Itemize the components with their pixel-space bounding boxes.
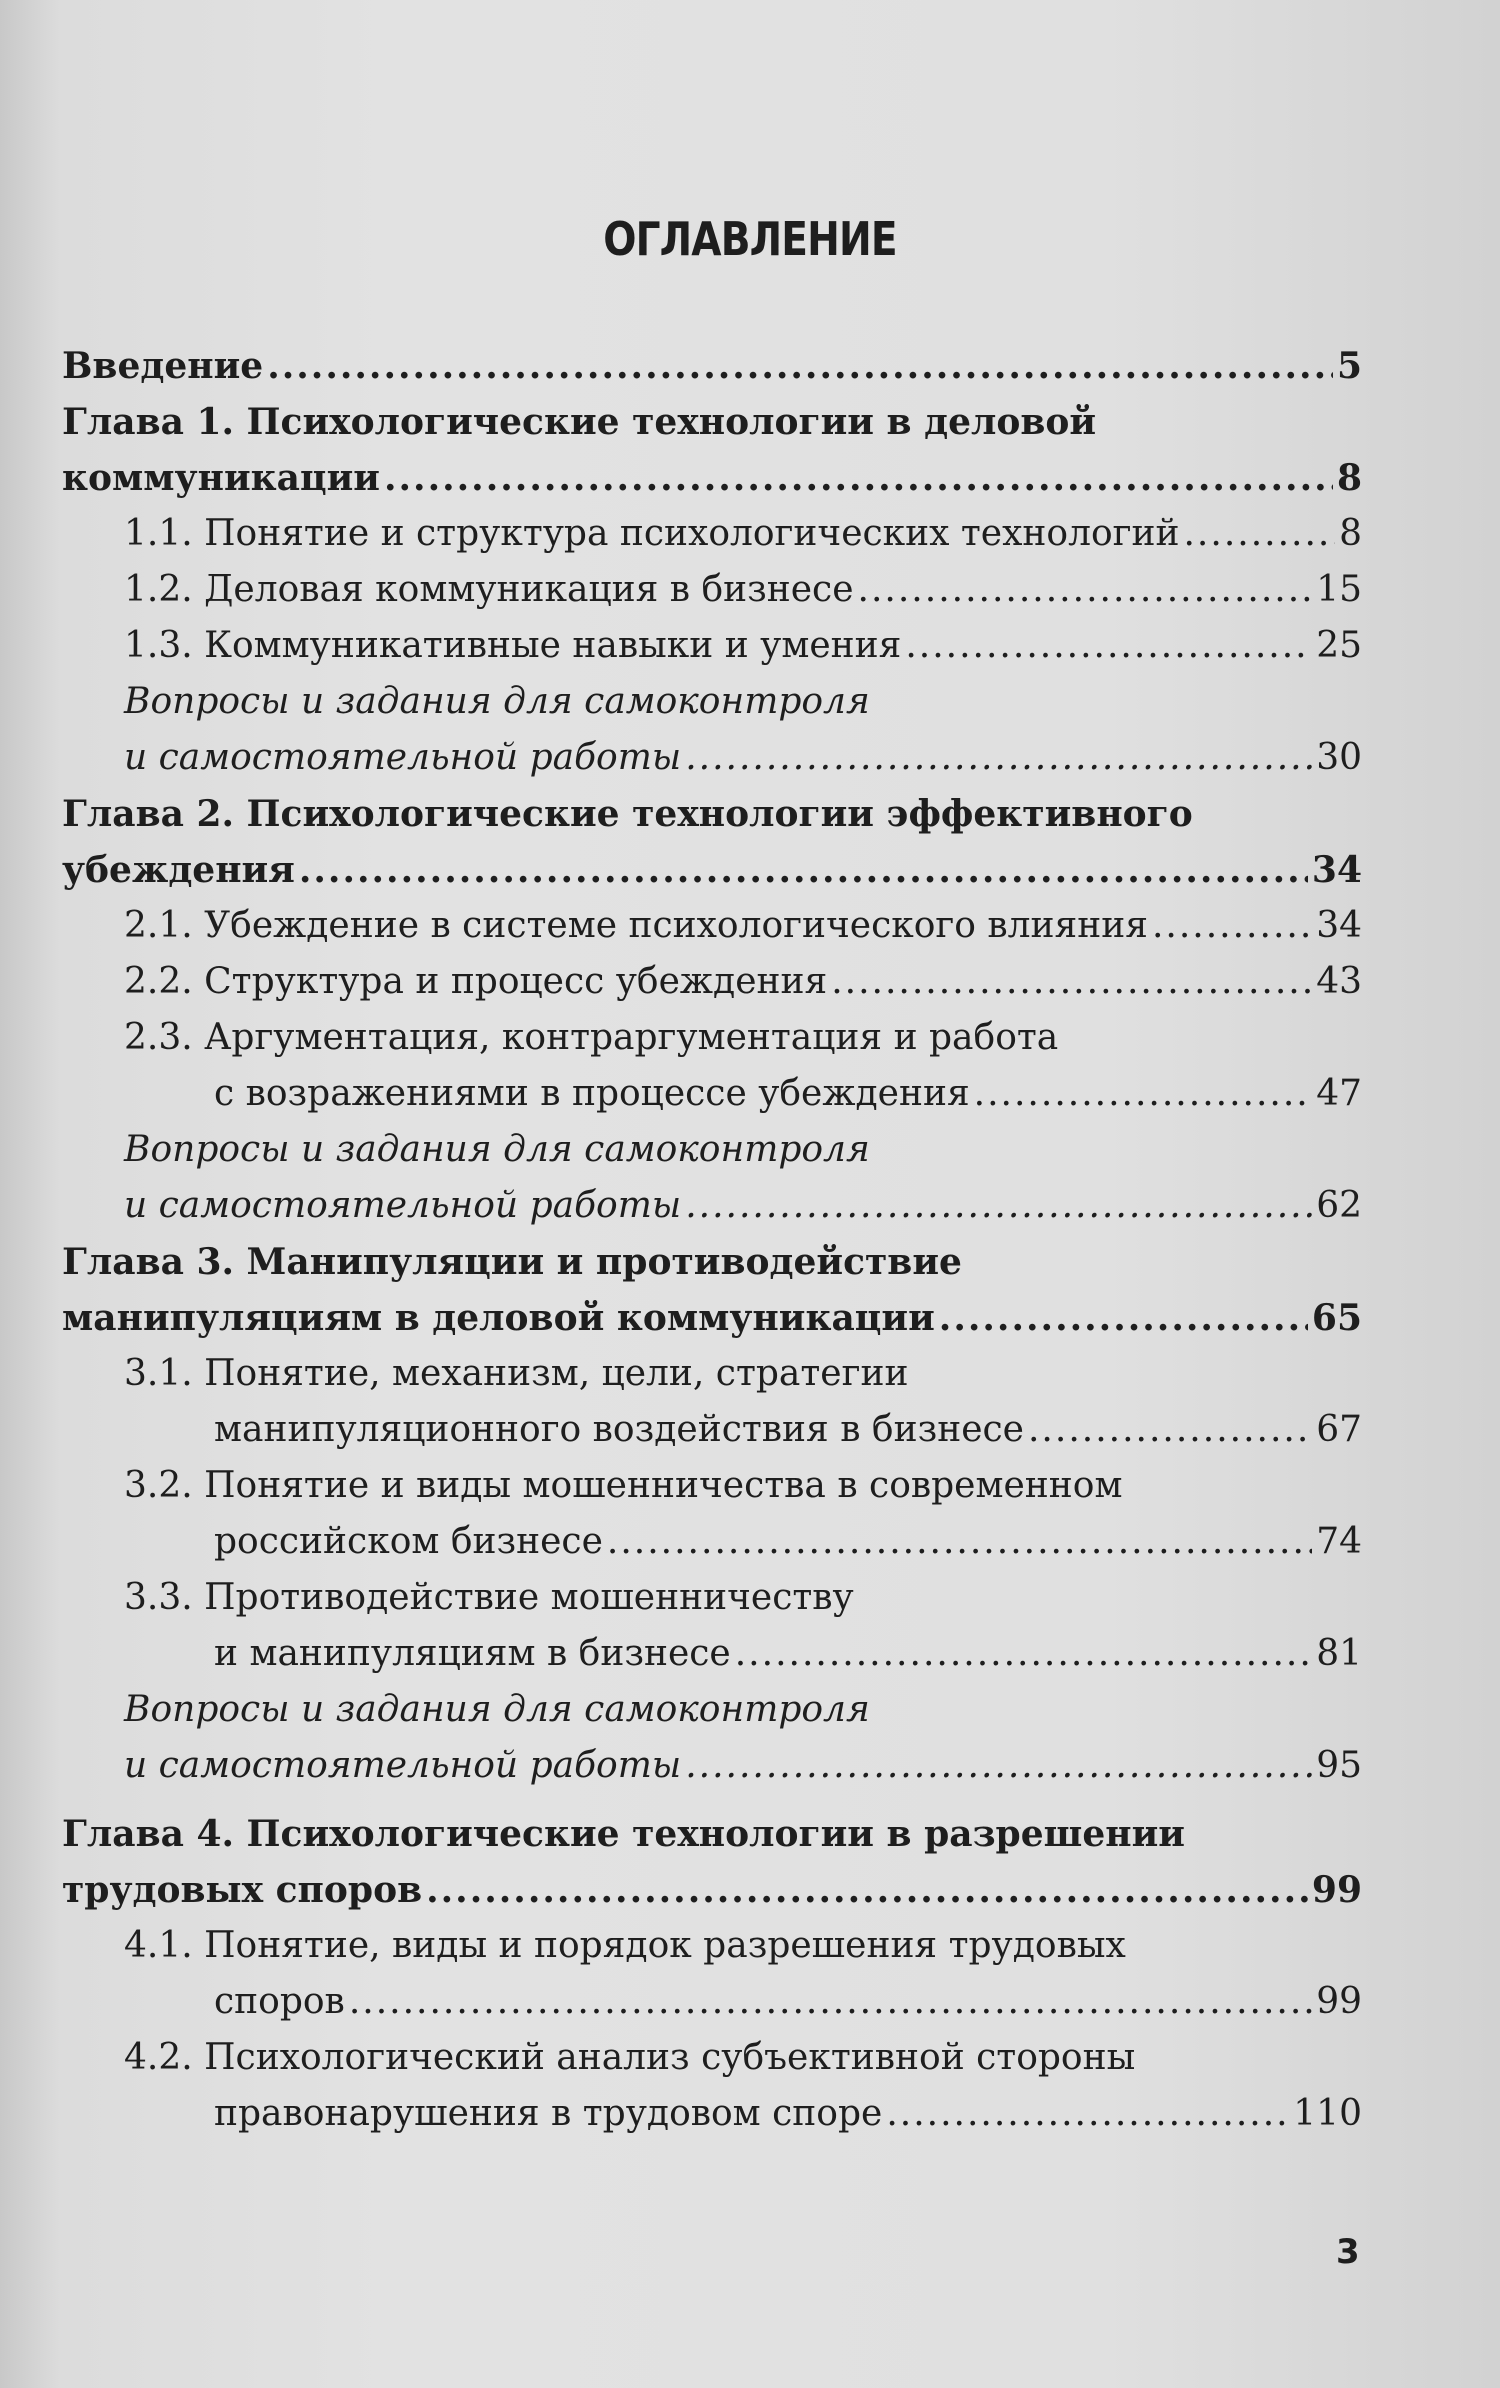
toc-entry-questions-1-title[interactable]: Вопросы и задания для самоконтроля <box>124 681 870 722</box>
toc-entry-3-3[interactable]: и манипуляциям в бизнесе ..... 81 <box>62 1626 1362 1682</box>
toc-entry-chapter-2-title[interactable]: Глава 2. Психологические технологии эффективного <box>62 793 1193 835</box>
toc-entry-chapter-2[interactable]: убеждения ..... 34 <box>62 842 1362 898</box>
toc-entry-chapter-1-title[interactable]: Глава 1. Психологические технологии в деловой <box>62 401 1097 443</box>
toc-entry-4-1[interactable]: споров ..... 99 <box>62 1974 1362 2030</box>
toc-entry-4-2-title[interactable]: 4.2. Психологический анализ субъективной стороны <box>124 2037 1136 2078</box>
toc-entry-chapter-1[interactable]: коммуникации ..... 8 <box>62 450 1362 506</box>
toc-entry-introduction[interactable]: Введение ..... 5 <box>62 338 1362 394</box>
toc-entry-questions-2-title[interactable]: Вопросы и задания для самоконтроля <box>124 1129 870 1170</box>
toc-entry-4-2[interactable]: правонарушения в трудовом споре ..... 110 <box>62 2086 1362 2142</box>
toc-entry-1-1[interactable]: 1.1. Понятие и структура психологических технологий ..... 8 <box>62 506 1362 562</box>
toc-entry-questions-3-title[interactable]: Вопросы и задания для самоконтроля <box>124 1689 870 1730</box>
toc-entry-2-2[interactable]: 2.2. Структура и процесс убеждения ..... 43 <box>62 954 1362 1010</box>
page-title: ОГЛАВЛЕНИЕ <box>603 212 897 266</box>
toc-entry-3-3-title[interactable]: 3.3. Противодействие мошенничеству <box>124 1577 854 1618</box>
toc-entry-4-1-title[interactable]: 4.1. Понятие, виды и порядок разрешения трудовых <box>124 1925 1126 1966</box>
toc-entry-2-3-title[interactable]: 2.3. Аргументация, контраргументация и работа <box>124 1017 1059 1058</box>
toc-entry-2-1[interactable]: 2.1. Убеждение в системе психологического влияния ..... 34 <box>62 898 1362 954</box>
toc-entry-chapter-4-title[interactable]: Глава 4. Психологические технологии в разрешении <box>62 1813 1185 1855</box>
toc-entry-questions-3[interactable]: и самостоятельной работы ..... 95 <box>62 1738 1362 1794</box>
toc-entry-3-2-title[interactable]: 3.2. Понятие и виды мошенничества в современном <box>124 1465 1123 1506</box>
toc-entry-3-2[interactable]: российском бизнесе ..... 74 <box>62 1514 1362 1570</box>
toc-entry-chapter-3[interactable]: манипуляциям в деловой коммуникации ..... 65 <box>62 1290 1362 1346</box>
toc-entry-2-3[interactable]: с возражениями в процессе убеждения ..... 47 <box>62 1066 1362 1122</box>
toc-entry-questions-1[interactable]: и самостоятельной работы ..... 30 <box>62 730 1362 786</box>
table-of-contents <box>62 338 1362 2142</box>
toc-entry-1-2[interactable]: 1.2. Деловая коммуникация в бизнесе ..... 15 <box>62 562 1362 618</box>
toc-entry-3-1-title[interactable]: 3.1. Понятие, механизм, цели, стратегии <box>124 1353 909 1394</box>
page-number: 3 <box>1336 2232 1360 2272</box>
toc-entry-chapter-3-title[interactable]: Глава 3. Манипуляции и противодействие <box>62 1241 962 1283</box>
toc-entry-3-1[interactable]: манипуляционного воздействия в бизнесе ..... 67 <box>62 1402 1362 1458</box>
toc-entry-questions-2[interactable]: и самостоятельной работы ..... 62 <box>62 1178 1362 1234</box>
toc-entry-chapter-4[interactable]: трудовых споров ..... 99 <box>62 1862 1362 1918</box>
toc-entry-1-3[interactable]: 1.3. Коммуникативные навыки и умения ..... 25 <box>62 618 1362 674</box>
